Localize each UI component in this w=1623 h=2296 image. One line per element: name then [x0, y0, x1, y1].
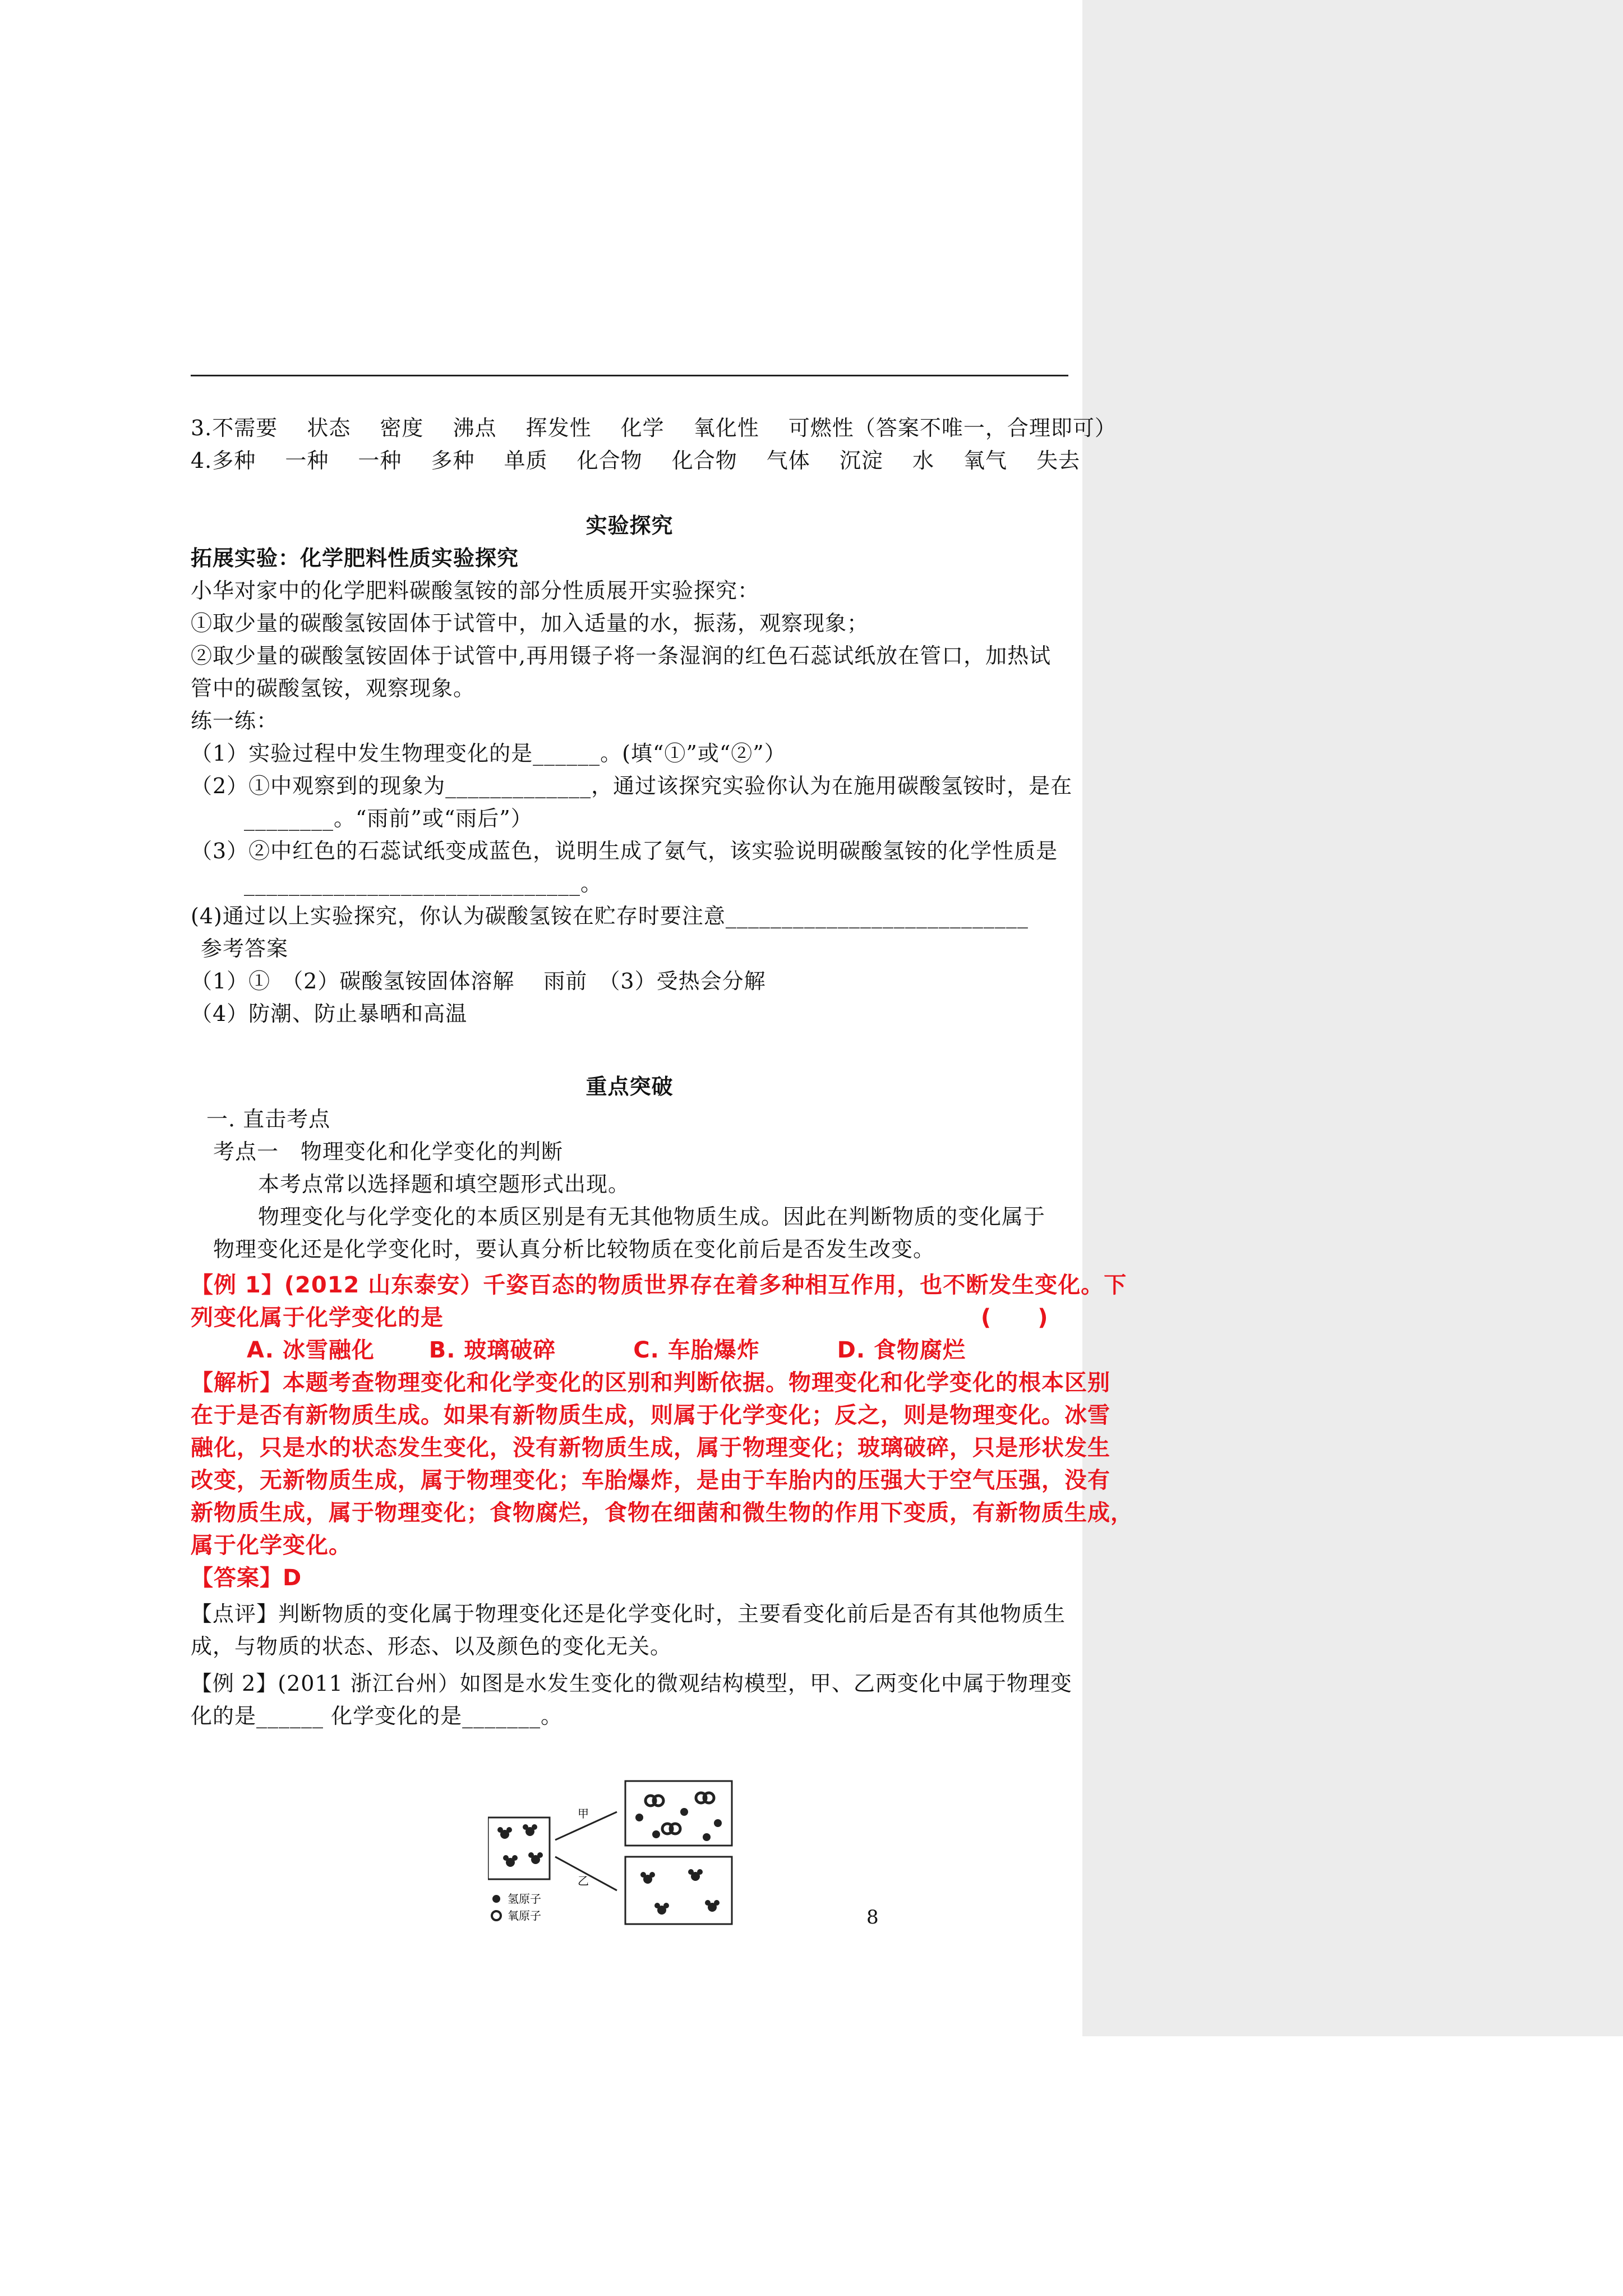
comment-line-2: 成，与物质的状态、形态、以及颜色的变化无关。 — [191, 1634, 672, 1659]
question-2b: ________。“雨前”或“雨后”） — [244, 806, 533, 831]
question-1: （1）实验过程中发生物理变化的是______。(填“①”或“②”） — [191, 741, 786, 766]
legend-hydrogen: 氢原子 — [508, 1892, 541, 1906]
question-3a: （3）②中红色的石蕊试纸变成蓝色，说明生成了氨气，该实验说明碳酸氢铵的化学性质是 — [191, 839, 1058, 863]
question-3b: ______________________________。 — [244, 871, 603, 896]
example-1-options: A. 冰雪融化 B. 玻璃破碎 C. 车胎爆炸 D. 食物腐烂 — [247, 1337, 966, 1363]
example-2-line-1: 【例 2】(2011 浙江台州）如图是水发生变化的微观结构模型，甲、乙两变化中属于物理变 — [191, 1671, 1072, 1696]
reference-answer-1: （1）① （2）碳酸氢铵固体溶解 雨前 （3）受热会分解 — [191, 969, 766, 993]
section-heading-experiment: 实验探究 — [585, 513, 674, 538]
comment-line-1: 【点评】判断物质的变化属于物理变化还是化学变化时，主要看变化前后是否有其他物质生 — [191, 1602, 1066, 1626]
question-2a: （2）①中观察到的现象为_____________，通过该探究实验你认为在施用碳酸氢铵时，是在 — [191, 774, 1073, 798]
comment-margin-pane — [1082, 0, 1623, 2036]
section-1-label: 一. 直击考点 — [206, 1107, 331, 1131]
analysis-line-2: 在于是否有新物质生成。如果有新物质生成，则属于化学变化；反之，则是物理变化。冰雪 — [191, 1402, 1110, 1428]
answer-label: 【答案】D — [191, 1565, 302, 1591]
experiment-step-2b: 管中的碳酸氢铵，观察现象。 — [191, 676, 476, 701]
document-page — [191, 0, 1133, 2296]
analysis-line-1: 【解析】本题考查物理变化和化学变化的区别和判断依据。物理变化和化学变化的根本区别 — [191, 1370, 1110, 1396]
header-rule — [191, 375, 1068, 376]
paragraph-2a: 物理变化与化学变化的本质区别是有无其他物质生成。因此在判断物质的变化属于 — [258, 1204, 1046, 1229]
label-yi: 乙 — [578, 1874, 589, 1888]
paragraph-1: 本考点常以选择题和填空题形式出现。 — [258, 1172, 630, 1197]
reference-answer-label: 参考答案 — [201, 936, 289, 961]
experiment-step-2a: ②取少量的碳酸氢铵固体于试管中,再用镊子将一条湿润的红色石蕊试纸放在管口，加热试 — [191, 643, 1052, 668]
example-1-line-1: 【例 1】(2012 山东泰安）千姿百态的物质世界存在着多种相互作用，也不断发生变化。下 — [191, 1272, 1127, 1298]
experiment-subheading: 拓展实验：化学肥料性质实验探究 — [191, 545, 519, 570]
analysis-line-6: 属于化学变化。 — [191, 1533, 352, 1558]
answer-line-3: 3.不需要 状态 密度 沸点 挥发性 化学 氧化性 可燃性（答案不唯一，合理即可） — [191, 416, 1117, 440]
reference-answer-2: （4）防潮、防止暴晒和高温 — [191, 1001, 468, 1026]
label-jia: 甲 — [578, 1807, 589, 1820]
state-jia-box — [625, 1781, 732, 1846]
example-1-line-2: 列变化属于化学变化的是 ( ) — [191, 1305, 1049, 1331]
initial-state-box — [488, 1818, 550, 1879]
section-heading-breakthrough: 重点突破 — [585, 1074, 674, 1099]
exam-point-1: 考点一 物理变化和化学变化的判断 — [213, 1139, 564, 1164]
question-4: (4)通过以上实验探究，你认为碳酸氢铵在贮存时要注意___________________________ — [191, 904, 1029, 928]
experiment-intro: 小华对家中的化学肥料碳酸氢铵的部分性质展开实验探究： — [191, 578, 760, 603]
analysis-line-3: 融化，只是水的状态发生变化，没有新物质生成，属于物理变化；玻璃破碎，只是形状发生 — [191, 1435, 1110, 1461]
analysis-line-4: 改变，无新物质生成，属于物理变化；车胎爆炸，是由于车胎内的压强大于空气压强，没有 — [191, 1467, 1110, 1493]
state-yi-box — [625, 1857, 732, 1924]
practice-label: 练一练： — [191, 708, 279, 733]
analysis-line-5: 新物质生成，属于物理变化；食物腐烂，食物在细菌和微生物的作用下变质，有新物质生成， — [191, 1500, 1133, 1526]
paragraph-2b: 物理变化还是化学变化时，要认真分析比较物质在变化前后是否发生改变。 — [213, 1237, 935, 1262]
answer-line-4: 4.多种 一种 一种 多种 单质 化合物 化合物 气体 沉淀 水 氧气 失去 — [191, 448, 1081, 473]
example-2-line-2: 化的是______ 化学变化的是_______。 — [191, 1704, 563, 1728]
legend-oxygen: 氧原子 — [508, 1909, 541, 1922]
experiment-step-1: ①取少量的碳酸氢铵固体于试管中，加入适量的水，振荡，观察现象； — [191, 611, 869, 636]
page-number: 8 — [866, 1906, 879, 1929]
water-molecule-model-figure — [488, 1778, 740, 1930]
